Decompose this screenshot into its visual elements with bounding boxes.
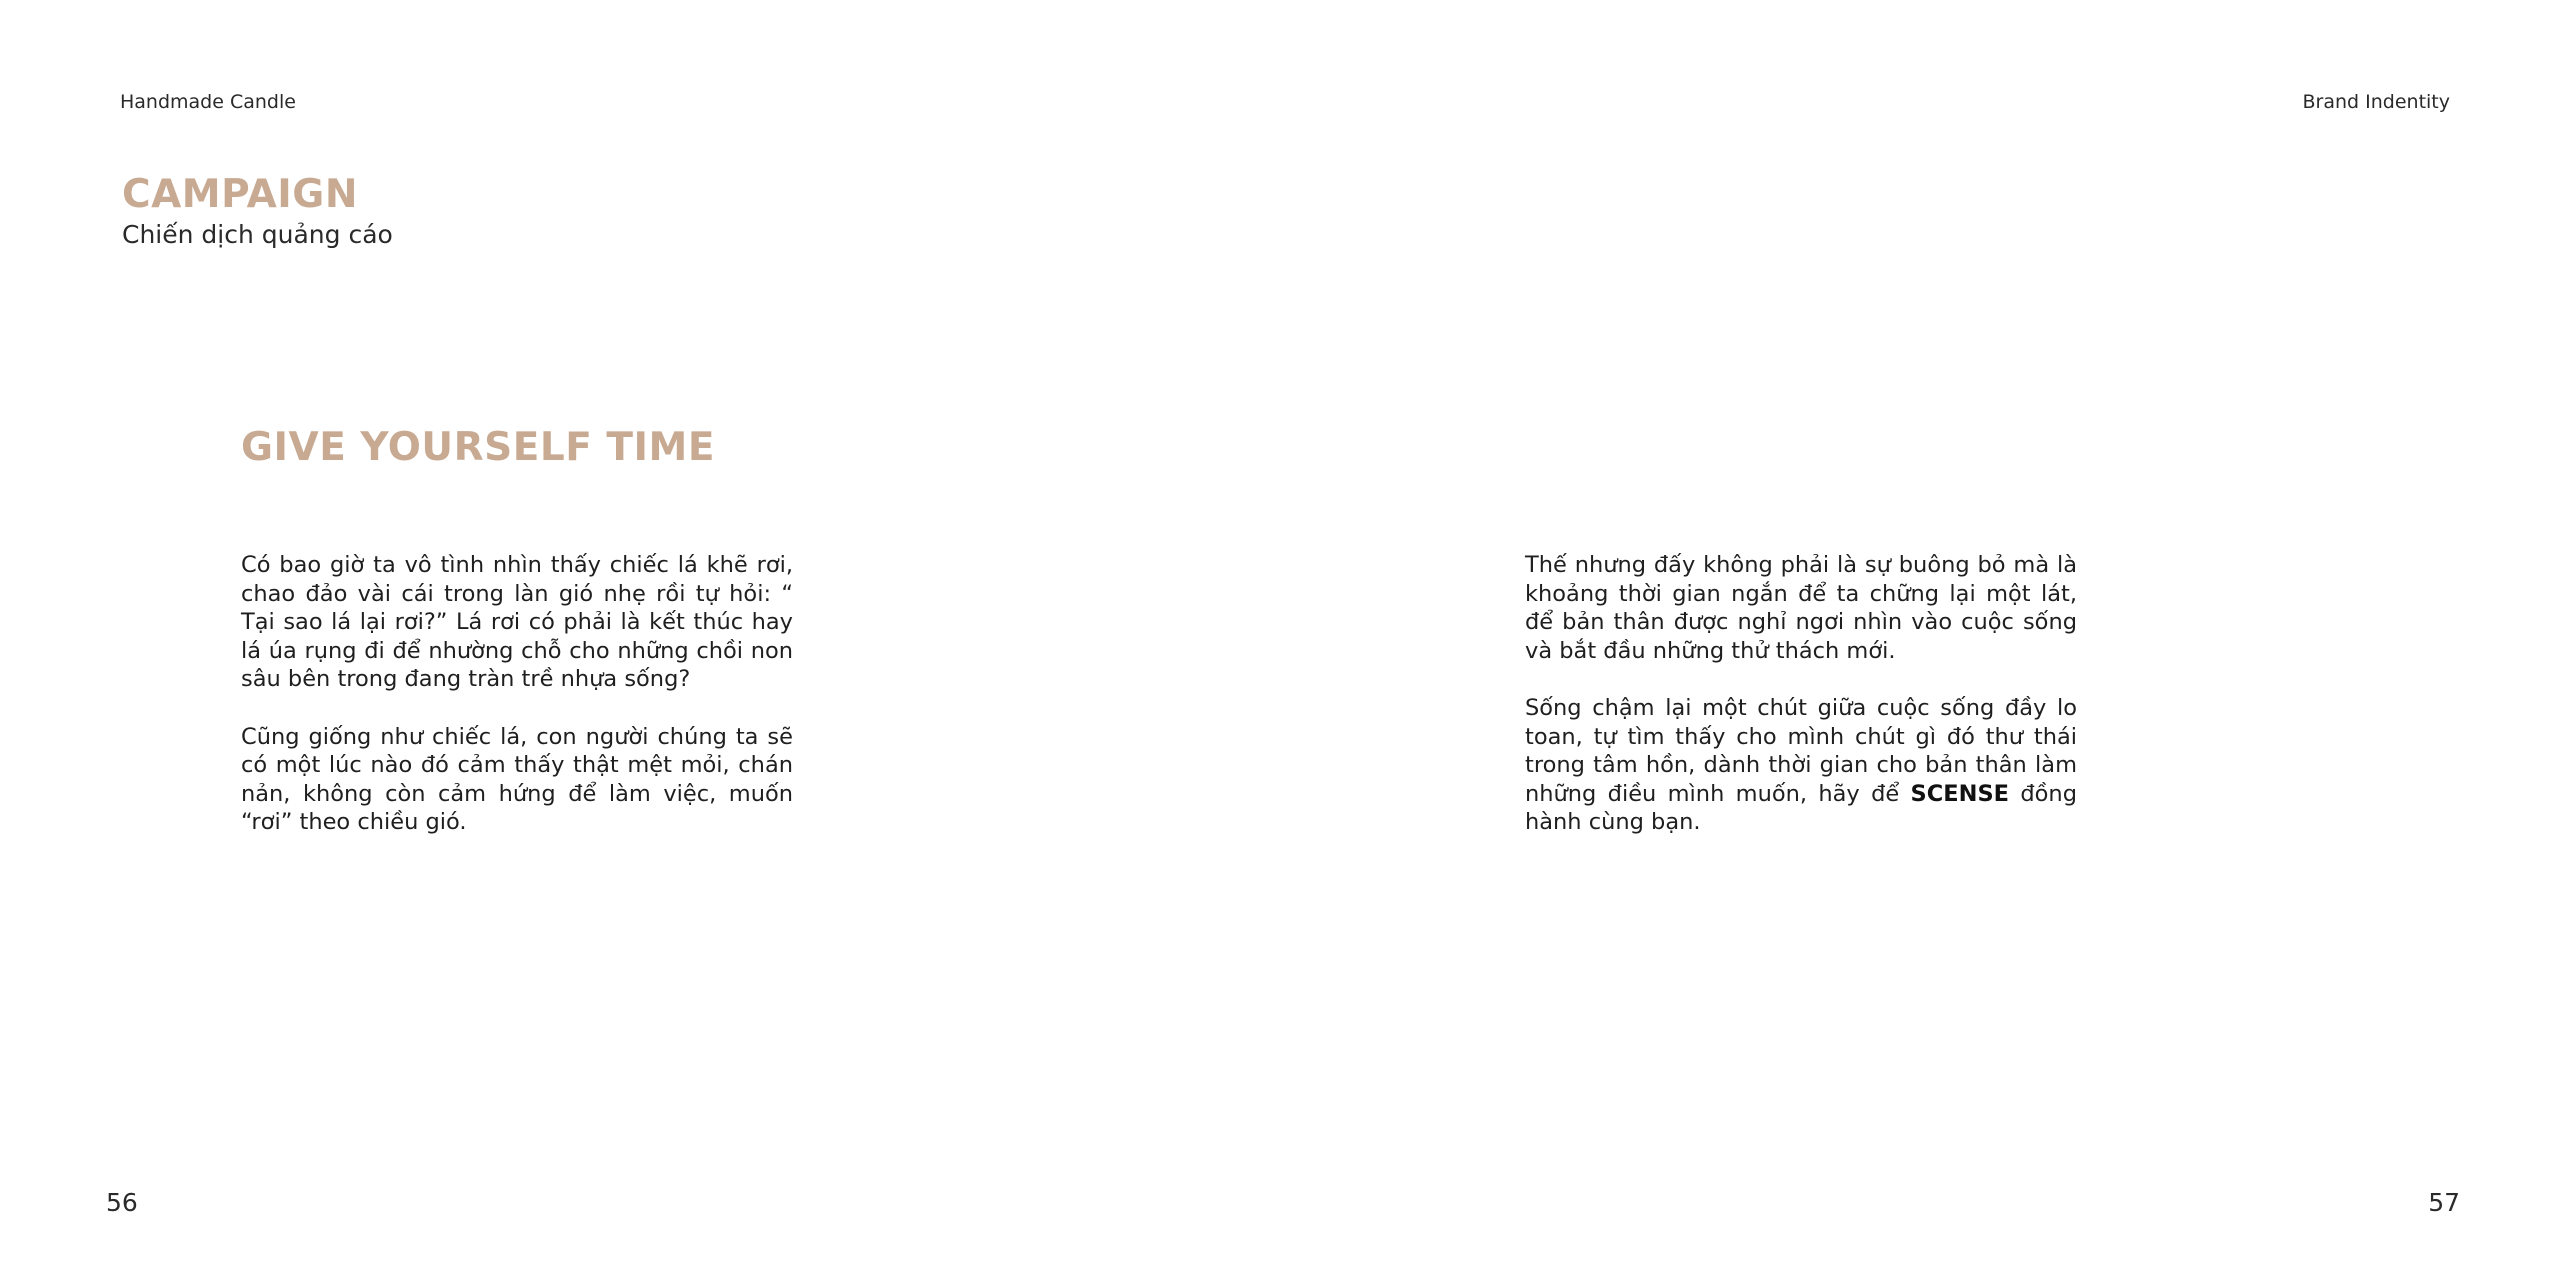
left-paragraph-2: Cũng giống như chiếc lá, con người chúng ta sẽ có một lúc nào đó cảm thấy thật mệt mỏi, chán nản, không còn cảm hứng để làm việc, muốn “rơi” theo chiều gió. [241, 723, 793, 836]
campaign-title: CAMPAIGN [122, 172, 358, 217]
campaign-subtitle: Chiến dịch quảng cáo [122, 220, 393, 249]
right-paragraph-2 [1525, 694, 2077, 837]
right-paragraph-2-start: Sống chậm lại một chút giữa cuộc sống đầy lo toan, tự tìm thấy cho mình chút gì đó thư thái trong tâm hồn, dành thời gian cho bản thân làm những điều mình muốn, hãy để [1525, 694, 2077, 807]
right-paragraph-2-end: đồng hành cùng bạn. [1525, 780, 2077, 836]
header-right-label: Brand Indentity [2302, 91, 2450, 113]
header-left-label: Handmade Candle [120, 91, 296, 113]
section-title: GIVE YOURSELF TIME [241, 425, 715, 470]
left-paragraph-1: Có bao giờ ta vô tình nhìn thấy chiếc lá khẽ rơi, chao đảo vài cái trong làn gió nhẹ rồi tự hỏi: “ Tại sao lá lại rơi?” Lá rơi có phải là kết thúc hay lá úa rụng đi để nhường chỗ cho những chồi non sâu bên trong đang tràn trề nhựa sống? [241, 552, 793, 693]
left-text-column [241, 551, 793, 866]
brand-name: SCENSE [1910, 780, 2010, 807]
right-paragraph-1: Thế nhưng đấy không phải là sự buông bỏ mà là khoảng thời gian ngắn để ta chững lại một lát, để bản thân được nghỉ ngơi nhìn vào cuộc sống và bắt đầu những thử thách mới. [1525, 552, 2077, 664]
right-text-column [1525, 551, 2077, 866]
page-number-left: 56 [106, 1188, 138, 1217]
page-number-right: 57 [2428, 1188, 2460, 1217]
